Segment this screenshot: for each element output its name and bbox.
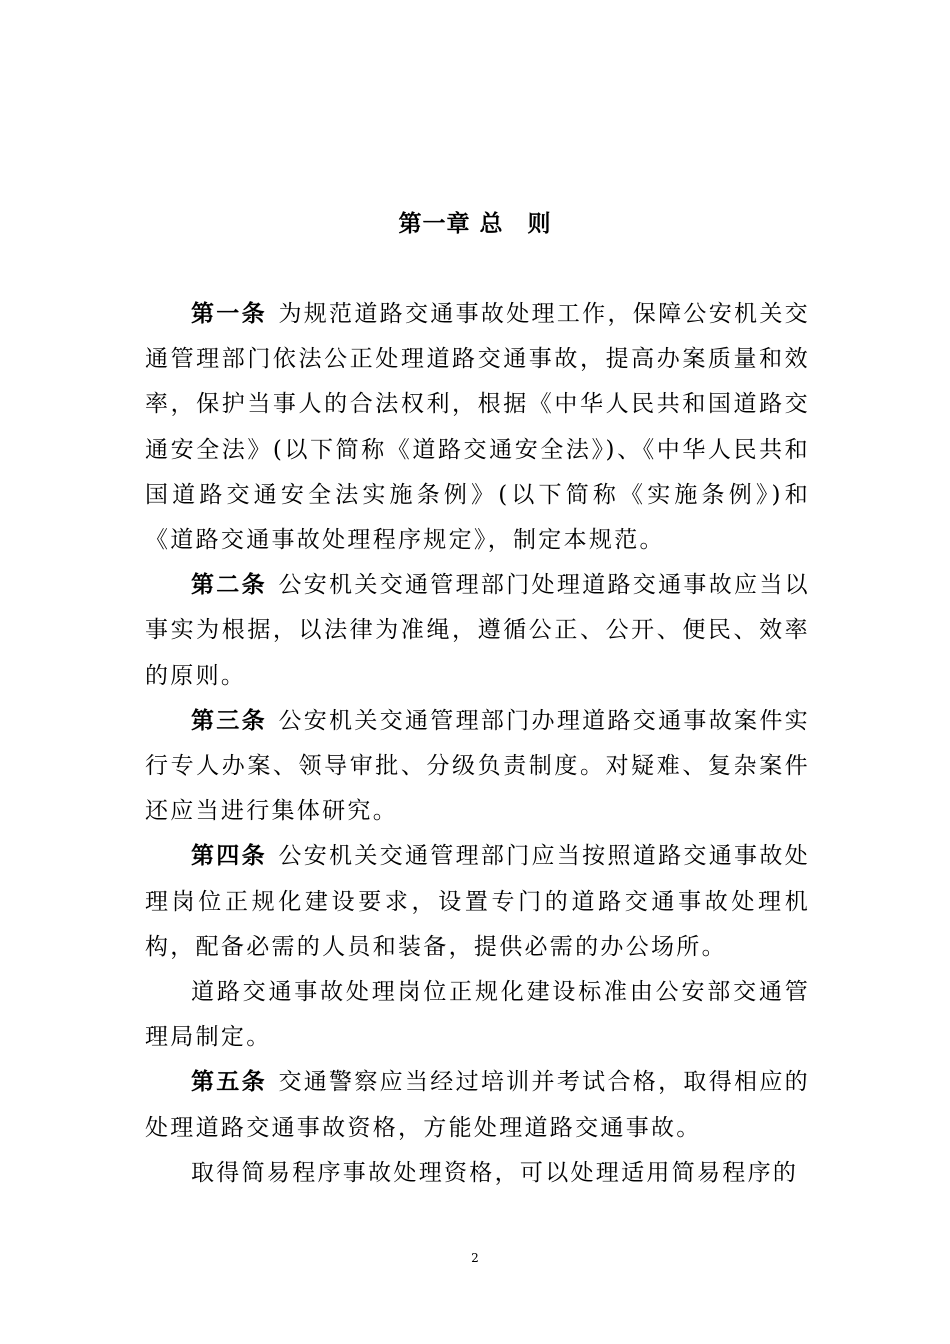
article-5: [145, 1060, 810, 1150]
document-body: [145, 292, 810, 1196]
article-4: [145, 834, 810, 970]
article-label: 第三条: [191, 707, 267, 734]
page-number: 2: [471, 1251, 479, 1265]
article-label: 第一条: [191, 301, 267, 327]
article-3: [145, 699, 810, 835]
article-label: 第五条: [191, 1069, 267, 1096]
article-text: 公安机关交通管理部门应当按照道路交通事故处理岗位正规化建设要求，设置专门的道路交通事故处理机构，配备必需的人员和装备，提供必需的办公场所。: [145, 843, 810, 960]
article-4-paragraph-2: [145, 970, 810, 1060]
article-5-paragraph-2: [145, 1151, 810, 1196]
article-text: 交通警察应当经过培训并考试合格，取得相应的处理道路交通事故资格，方能处理道路交通事故。: [145, 1069, 810, 1141]
paragraph-text: 取得简易程序事故处理资格，可以处理适用简易程序的: [191, 1159, 799, 1186]
chapter-title: 第一章 总 则: [398, 211, 552, 237]
article-label: 第二条: [191, 572, 267, 599]
paragraph-text: 道路交通事故处理岗位正规化建设标准由公安部交通管理局制定。: [145, 979, 810, 1051]
article-text: 公安机关交通管理部门处理道路交通事故应当以事实为根据，以法律为准绳，遵循公正、公开、便民、效率的原则。: [145, 572, 810, 689]
article-2: [145, 563, 810, 699]
article-text: 公安机关交通管理部门办理道路交通事故案件实行专人办案、领导审批、分级负责制度。对疑难、复杂案件还应当进行集体研究。: [145, 707, 810, 825]
article-text: 为规范道路交通事故处理工作，保障公安机关交通管理部门依法公正处理道路交通事故，提高办案质量和效率，保护当事人的合法权利，根据《中华人民共和国道路交通安全法》(以下简称《道路交通安全法》)、《中华人民共和国道路交通安全法实施条例》(以下简称《实施条例》)和《道路交通事故处理程序规定》，制定本规范。: [145, 301, 810, 554]
article-1: [145, 292, 810, 563]
article-label: 第四条: [191, 843, 267, 870]
